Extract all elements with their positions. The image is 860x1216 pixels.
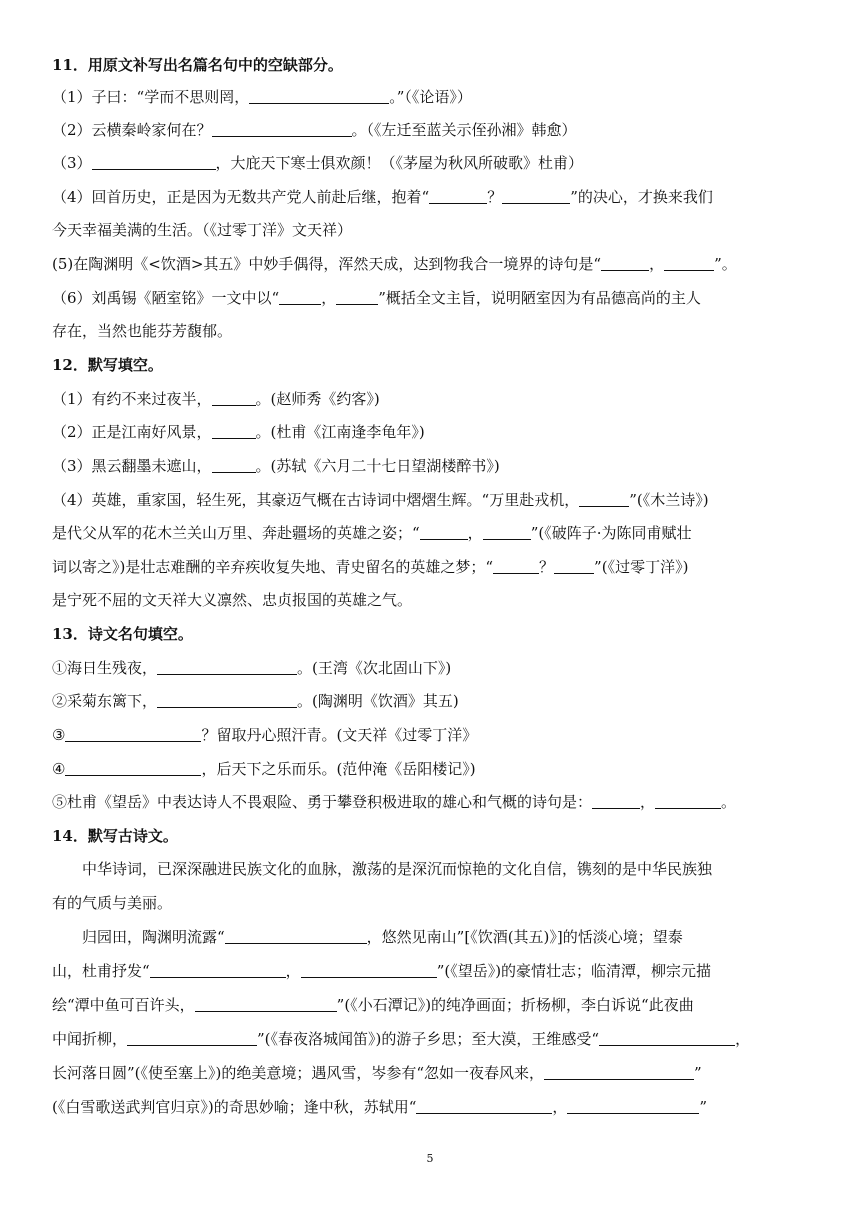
q14-para-line-4: 中闻折柳， ”(《春夜洛城闻笛》)的游子乡思；至大漠，王维感受“ ， xyxy=(52,1030,751,1048)
answer-blank[interactable] xyxy=(225,928,367,944)
q14-para-line-5: 长河落日圆”(《使至塞上》)的绝美意境；遇风雪，岑参有“忽如一夜春风来， ” xyxy=(52,1064,702,1082)
answer-blank[interactable] xyxy=(601,255,649,271)
q12-item-4-line-3: 词以寄之》)是壮志难酬的辛弃疾收复失地、青史留名的英雄之梦；“ ？ ”(《过零丁洋》) xyxy=(52,558,689,576)
answer-blank[interactable] xyxy=(336,289,378,305)
q13-item-3: ③ ？留取丹心照汗青。(文天祥《过零丁洋》 xyxy=(52,726,478,744)
q12-item-1: （1）有约不来过夜半， 。(赵师秀《约客》) xyxy=(52,390,380,408)
q12-item-4-line-2: 是代父从军的花木兰关山万里、奔赴疆场的英雄之姿；“ ， ”(《破阵子·为陈同甫赋壮 xyxy=(52,524,692,542)
q14-intro-line-1: 中华诗词，已深深融进民族文化的血脉，激荡的是深沉而惊艳的文化自信，镌刻的是中华民族独 xyxy=(82,860,713,878)
question-12-title: 12．默写填空。 xyxy=(52,356,163,374)
answer-blank[interactable] xyxy=(579,491,629,507)
q11-item-4-line-1: （4）回首历史，正是因为无数共产党人前赴后继，抱着“ ？ ”的决心，才换来我们 xyxy=(52,188,713,206)
answer-blank[interactable] xyxy=(195,996,337,1012)
q12-item-4-line-1: （4）英雄，重家国，轻生死，其豪迈气概在古诗词中熠熠生辉。“万里赴戎机， ”(《木兰诗》) xyxy=(52,491,709,509)
answer-blank[interactable] xyxy=(655,793,721,809)
answer-blank[interactable] xyxy=(599,1030,735,1046)
q14-para-line-1: 归园田，陶渊明流露“ ，悠然见南山”[《饮酒(其五)》]的恬淡心境；望泰 xyxy=(82,928,683,946)
q11-item-4-line-2: 今天幸福美满的生活。（《过零丁洋》文天祥） xyxy=(52,221,353,239)
q11-item-3: （3） ，大庇天下寒士俱欢颜！（《茅屋为秋风所破歌》杜甫） xyxy=(52,154,584,172)
page-number: 5 xyxy=(426,1152,434,1165)
question-14-title: 14．默写古诗文。 xyxy=(52,827,178,845)
q13-item-4: ④ ，后天下之乐而乐。(范仲淹《岳阳楼记》) xyxy=(52,760,476,778)
answer-blank[interactable] xyxy=(279,289,321,305)
q12-item-4-line-4: 是宁死不屈的文天祥大义凛然、忠贞报国的英雄之气。 xyxy=(52,591,413,609)
answer-blank[interactable] xyxy=(493,558,539,574)
answer-blank[interactable] xyxy=(212,423,256,439)
answer-blank[interactable] xyxy=(127,1030,257,1046)
answer-blank[interactable] xyxy=(150,962,286,978)
answer-blank[interactable] xyxy=(249,88,389,104)
answer-blank[interactable] xyxy=(567,1098,699,1114)
answer-blank[interactable] xyxy=(65,760,201,776)
answer-blank[interactable] xyxy=(544,1064,694,1080)
q12-item-2: （2）正是江南好风景， 。(杜甫《江南逢李龟年》) xyxy=(52,423,425,441)
answer-blank[interactable] xyxy=(416,1098,552,1114)
answer-blank[interactable] xyxy=(212,121,352,137)
q13-item-2: ②采菊东篱下， 。(陶渊明《饮酒》其五) xyxy=(52,692,459,710)
q14-para-line-2: 山，杜甫抒发“ ， ”(《望岳》)的豪情壮志；临清潭，柳宗元描 xyxy=(52,962,712,980)
answer-blank[interactable] xyxy=(157,659,297,675)
q12-item-3: （3）黑云翻墨未遮山， 。(苏轼《六月二十七日望湖楼醉书》) xyxy=(52,457,500,475)
answer-blank[interactable] xyxy=(483,524,531,540)
question-13-title: 13．诗文名句填空。 xyxy=(52,625,193,643)
answer-blank[interactable] xyxy=(301,962,437,978)
question-11-title: 11．用原文补写出名篇名句中的空缺部分。 xyxy=(52,56,343,74)
q14-para-line-3: 绘“潭中鱼可百许头， ”(《小石潭记》)的纯净画面；折杨柳，李白诉说“此夜曲 xyxy=(52,996,694,1014)
answer-blank[interactable] xyxy=(429,188,487,204)
answer-blank[interactable] xyxy=(664,255,714,271)
answer-blank[interactable] xyxy=(92,154,216,170)
q13-item-1: ①海日生残夜， 。(王湾《次北固山下》) xyxy=(52,659,452,677)
q11-item-6-line-2: 存在，当然也能芬芳馥郁。 xyxy=(52,322,233,340)
answer-blank[interactable] xyxy=(65,726,201,742)
answer-blank[interactable] xyxy=(502,188,570,204)
q11-item-2: （2）云横秦岭家何在？ 。（《左迁至蓝关示侄孙湘》韩愈） xyxy=(52,121,577,139)
q14-para-line-6: (《白雪歌送武判官归京》)的奇思妙喻；逢中秋，苏轼用“ ， ” xyxy=(52,1098,708,1116)
answer-blank[interactable] xyxy=(554,558,594,574)
q11-item-6-line-1: （6）刘禹锡《陋室铭》一文中以“ ， ”概括全文主旨，说明陋室因为有品德高尚的主人 xyxy=(52,289,701,307)
q11-item-5: (5)在陶渊明《<饮酒>其五》中妙手偶得，浑然天成，达到物我合一境界的诗句是“ ， ”。 xyxy=(52,255,737,273)
answer-blank[interactable] xyxy=(157,692,297,708)
q14-intro-line-2: 有的气质与美丽。 xyxy=(52,894,173,912)
q13-item-5: ⑤杜甫《望岳》中表达诗人不畏艰险、勇于攀登积极进取的雄心和气概的诗句是： ， 。 xyxy=(52,793,737,811)
answer-blank[interactable] xyxy=(420,524,468,540)
answer-blank[interactable] xyxy=(212,457,256,473)
answer-blank[interactable] xyxy=(592,793,640,809)
answer-blank[interactable] xyxy=(212,390,256,406)
q11-item-1: （1）子曰：“学而不思则罔， 。”（《论语》） xyxy=(52,88,472,106)
